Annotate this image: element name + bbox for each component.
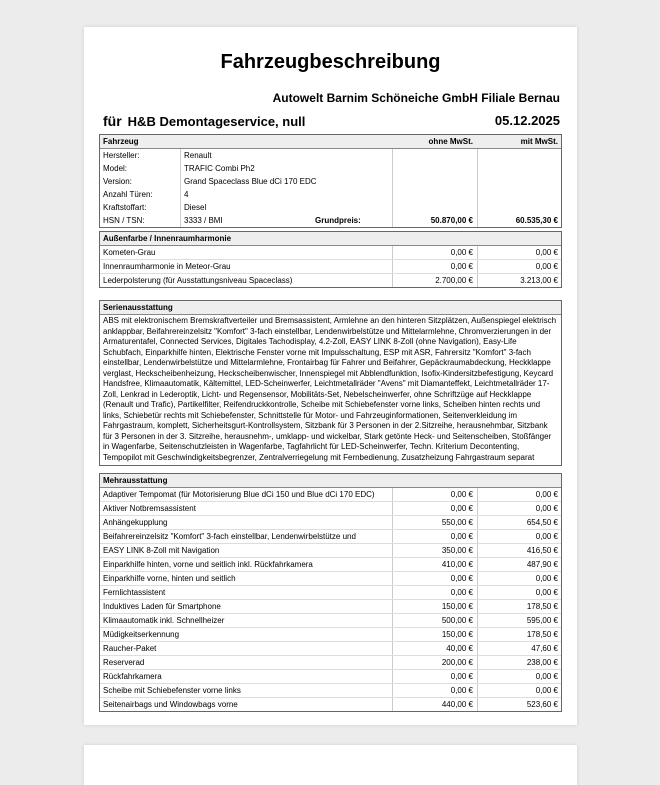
next-page — [84, 745, 577, 785]
customer-line — [103, 113, 560, 129]
col-net-header: ohne MwSt. — [428, 137, 473, 146]
customer-name: H&B Demontageservice, null — [127, 114, 306, 129]
color-row: Lederpolsterung (für Ausstattungsniveau Spaceclass) 2.700,00 € 3.213,00 € — [103, 276, 558, 285]
col-gross-header: mit MwSt. — [520, 137, 558, 146]
extras-row: Anhängekupplung 550,00 € 654,50 € — [100, 516, 561, 530]
extras-row: Einparkhilfe vorne, hinten und seitlich 0,00 € 0,00 € — [100, 572, 561, 586]
vehicle-row: Hersteller: Renault — [103, 151, 212, 160]
extras-row: Fernlichtassistent 0,00 € 0,00 € — [100, 586, 561, 600]
base-price-gross: 60.535,30 € — [515, 216, 558, 225]
vehicle-row: Kraftstoffart: Diesel — [103, 203, 207, 212]
extras-row: EASY LINK 8-Zoll mit Navigation 350,00 € 416,50 € — [100, 544, 561, 558]
color-row: Kometen-Grau 0,00 € 0,00 € — [100, 246, 561, 260]
for-label: für — [103, 113, 122, 129]
color-row: Innenraumharmonie in Meteor-Grau 0,00 € 0,00 € — [100, 260, 561, 274]
vehicle-row: Anzahl Türen: 4 — [103, 190, 189, 199]
vehicle-row: Version: Grand Spaceclass Blue dCi 170 EDC — [103, 177, 317, 186]
standard-equipment-text: ABS mit elektronischem Bremskraftverteiler und Bremsassistent, Armlehne an den hinteren Sitzplätzen, Außenspiegel elektrisch anklappbar, Beifahrereinzelsitz "Komfort" 3-fach einstellbar, Lendenwirbelstütze und Mittelarmlehne, Chromverzierungen in der Armaturentafel, Connected Services, Digitales Tachodisplay, 4.2-Zoll, EASY LINK 8-Zoll (ohne Navigation), Easy-Life Schubfach, Einparkhilfe hinten, Elektrische Fenster vorne mit Impulsschaltung, ESP mit ASR, Fahrersitz "Komfort" 3-fach einstellbar, Lendenwirbelstütze und Mittelarmlehne, Frontairbag für Fahrer und Beifahrer, Gepäckraumabdeckung, Heckklappe verglast, Heckscheibenheizung, Heckscheibenwischer, Innenspiegel mit Abblendfunktion, Isofix-Kindersitzbefestigung, Keycard Handsfree, Klimaautomatik, Kältemittel, LED-Scheinwerfer, Leichtmetallräder "Avens" mit Diamanteffekt, Leichtmetallräder 17-Zoll, Lenkrad in Lederoptik, Licht- und Regensensor, Mobilitäts-Set, Nebelscheinwerfer, ohne Schriftzüge auf Heckklappe (Renault und Trafic), Partikelfilter, Reifendruckkontrolle, Scheibe mit Schiebefenster vorne links, Scheiben hinten rechts und links, Schiebetür rechts mit Schiebefenster, Schnittstelle für Motor- und Fahrzeuginformationen, Seitenverkleidung im Fahrgastraum, komplett, Sicherheitsgurt-Kontrollsystem, Sitzbank für 3 Personen in der 2.Sitzreihe, herausnehmbar, Sitzbank für 3 Personen in der 3. Sitzreihe, herausnehm-, umklapp- und wickelbar, Stark getönte Heck- und Seitenscheiben, Stoßfänger in Wagenfarbe, Seitenschutzleisten in Wagenfarbe, Tagfahrlicht für LED-Scheinwerfer, Techn. Kriterium Decontenting, Tempopilot mit Geschwindigkeitsbegrenzer, Zentralverriegelung mit Fernbedienung, Zusatzheizung Fahrgastraum separat — [103, 316, 557, 462]
extras-row: Beifahrereinzelsitz "Komfort" 3-fach einstellbar, Lendenwirbelstütze und 0,00 € 0,00 € — [100, 530, 561, 544]
extras-row: Rückfahrkamera 0,00 € 0,00 € — [100, 670, 561, 684]
standard-equipment-section — [99, 300, 562, 466]
extras-row: Müdigkeitserkennung 150,00 € 178,50 € — [100, 628, 561, 642]
extras-row: Klimaautomatik inkl. Schnellheizer 500,00 € 595,00 € — [100, 614, 561, 628]
extras-row: Induktives Laden für Smartphone 150,00 € 178,50 € — [100, 600, 561, 614]
extras-row: Seitenairbags und Windowbags vorne 440,00 € 523,60 € — [103, 700, 558, 709]
dealer-name: Autowelt Barnim Schöneiche GmbH Filiale Bernau — [272, 91, 560, 105]
base-price-label: Grundpreis: — [315, 216, 361, 225]
page-title: Fahrzeugbeschreibung — [220, 51, 441, 73]
extras-row: Scheibe mit Schiebefenster vorne links 0,00 € 0,00 € — [100, 684, 561, 698]
extras-row: Aktiver Notbremsassistent 0,00 € 0,00 € — [100, 502, 561, 516]
colors-section — [99, 231, 562, 288]
extras-row: Raucher-Paket 40,00 € 47,60 € — [100, 642, 561, 656]
vehicle-section — [99, 134, 562, 228]
document-date: 05.12.2025 — [494, 113, 560, 128]
extras-row: Adaptiver Tempomat (für Motorisierung Blue dCi 150 und Blue dCi 170 EDC) 0,00 € 0,00 € — [100, 488, 561, 502]
standard-header: Serienausstattung — [100, 301, 561, 315]
vehicle-row: HSN / TSN: 3333 / BMI Grundpreis: 50.870,00 € 60.535,30 € — [103, 216, 558, 225]
extras-section — [99, 473, 562, 712]
colors-header: Außenfarbe / Innenraumharmonie — [100, 232, 561, 246]
vehicle-row: Model: TRAFIC Combi Ph2 — [103, 164, 255, 173]
base-price-net: 50.870,00 € — [430, 216, 473, 225]
extras-row: Reserverad 200,00 € 238,00 € — [100, 656, 561, 670]
document-page — [84, 27, 577, 725]
extras-row: Einparkhilfe hinten, vorne und seitlich inkl. Rückfahrkamera 410,00 € 487,90 € — [100, 558, 561, 572]
extras-header: Mehrausstattung — [100, 474, 561, 488]
vehicle-header: Fahrzeug ohne MwSt. mit MwSt. — [100, 135, 561, 149]
